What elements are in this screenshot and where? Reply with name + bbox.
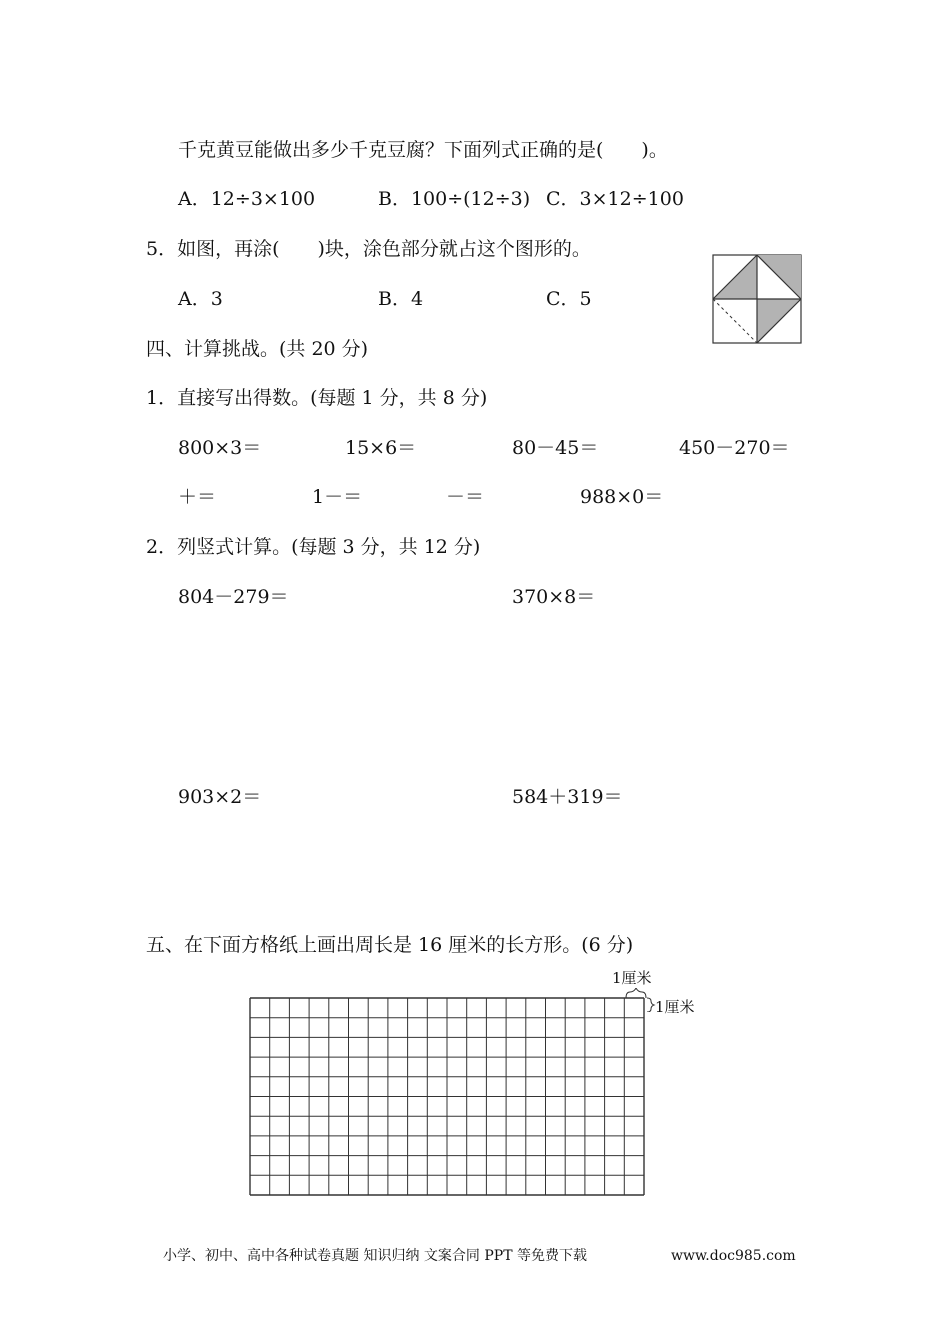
q4-option-b: B．100÷(12÷3) [378, 188, 531, 210]
vertical-calc-item: 370×8＝ [512, 586, 596, 608]
brace-side-icon [647, 998, 654, 1012]
calc-item: 1－＝ [312, 486, 363, 508]
footer-text: 小学、初中、高中各种试卷真题 知识归纳 文案合同 PPT 等免费下载 [163, 1248, 587, 1264]
calc-item: 15×6＝ [345, 437, 417, 459]
q5-shaded-figure [712, 254, 804, 346]
section5-title: 五、在下面方格纸上画出周长是 16 厘米的长方形。(6 分) [146, 934, 634, 956]
q5-option-b: B．4 [378, 288, 424, 310]
square-grid-paper[interactable] [249, 997, 647, 1197]
vertical-calc-item: 903×2＝ [178, 786, 262, 808]
q4-option-c: C．3×12÷100 [546, 188, 684, 210]
q5-option-a: A．3 [178, 288, 223, 310]
unit-label-side: 1厘米 [655, 998, 695, 1016]
q5-question-text: 5．如图，再涂( )块，涂色部分就占这个图形的。 [146, 238, 591, 260]
section4-part2-title: 2．列竖式计算。(每题 3 分，共 12 分) [146, 536, 481, 558]
section4-part1-title: 1．直接写出得数。(每题 1 分，共 8 分) [146, 387, 488, 409]
section4-title: 四、计算挑战。(共 20 分) [146, 338, 369, 360]
vertical-calc-item: 804－279＝ [178, 586, 289, 608]
q4-option-a: A．12÷3×100 [178, 188, 316, 210]
unit-label-top: 1厘米 [612, 969, 652, 987]
q4-question-text: 千克黄豆能做出多少千克豆腐？下面列式正确的是( )。 [178, 139, 668, 161]
calc-item: －＝ [446, 486, 485, 508]
footer-site-link[interactable]: www.doc985.com [671, 1248, 796, 1264]
q5-option-c: C．5 [546, 288, 592, 310]
vertical-calc-item: 584＋319＝ [512, 786, 623, 808]
calc-item: 988×0＝ [580, 486, 664, 508]
calc-item: 80－45＝ [512, 437, 599, 459]
calc-item: 450－270＝ [679, 437, 790, 459]
calc-item: ＋＝ [178, 486, 217, 508]
calc-item: 800×3＝ [178, 437, 262, 459]
